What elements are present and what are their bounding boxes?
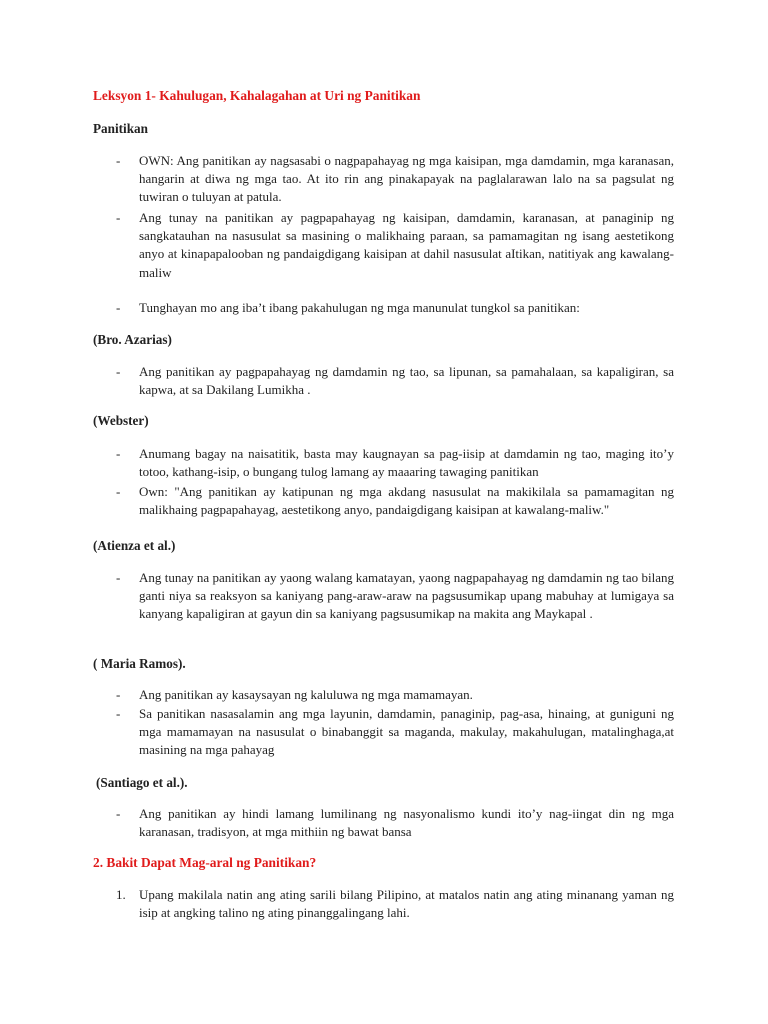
list-item — [116, 152, 674, 207]
list-item — [116, 363, 674, 399]
list-item-text: Own: "Ang panitikan ay katipunan ng mga akdang nasusulat na makikilala sa pamamagitan ng malikhaing pagpapahayag, aestetikong anyo, pandaigdigang kaisipan at kawalang-maliw." — [139, 484, 674, 518]
bullet-marker: - — [116, 806, 121, 821]
list-item — [116, 445, 674, 481]
list-item-text: Ang panitikan ay kasaysayan ng kaluluwa ng mga mamamayan. — [139, 687, 473, 702]
list-item-text: OWN: Ang panitikan ay nagsasabi o nagpapahayag ng mga kaisipan, mga damdamin, mga karanasan, hangarin at diwa ng mga tao. At ito rin ang pinakapayak na paglalarawan lalo na sa pagsulat ng tuwiran o tuluyan at patula. — [139, 153, 674, 205]
list-item — [116, 299, 674, 317]
list-item — [116, 483, 674, 519]
list-item — [116, 705, 674, 760]
section-heading-bakit: 2. Bakit Dapat Mag-aral ng Panitikan? — [93, 855, 317, 870]
list-item — [116, 569, 674, 624]
list-item-text: Sa panitikan nasasalamin ang mga layunin, damdamin, panaginip, pag-asa, hinaing, at guniguni ng mga mamamayan na nasusulat o binabanggit sa maganda, makulay, makahulugan, matalinghaga,at masining na mga pahayag — [139, 706, 674, 758]
source-heading-azarias: (Bro. Azarias) — [93, 332, 172, 347]
bullet-marker: - — [116, 687, 121, 702]
numbered-item — [116, 886, 674, 922]
list-item — [116, 209, 674, 282]
source-heading-ramos: ( Maria Ramos). — [93, 656, 186, 671]
list-item-text: Ang tunay na panitikan ay pagpapahayag ng kaisipan, damdamin, karanasan, at panaginip ng sangkatauhan na nasusulat sa masining o malikhaing paraan, sa pamamagitan ng isang aestetikong anyo at kinapapalooban ng pandaigdigang kaisipan at dahil nasusulat aItikan, natitiyak ang kawalang-maliw — [139, 210, 674, 280]
bullet-marker: - — [116, 153, 121, 168]
source-heading-santiago: (Santiago et al.). — [96, 775, 188, 790]
source-heading-webster: (Webster) — [93, 413, 149, 428]
list-item-text: Tunghayan mo ang iba’t ibang pakahulugan ng mga manunulat tungkol sa panitikan: — [139, 300, 580, 315]
bullet-marker: - — [116, 446, 121, 461]
bullet-marker: - — [116, 364, 121, 379]
lesson-title: Leksyon 1- Kahulugan, Kahalagahan at Uri ng Panitikan — [93, 88, 421, 103]
list-item-text: Ang tunay na panitikan ay yaong walang kamatayan, yaong nagpapahayag ng damdamin ng tao bilang ganti niya sa reaksyon sa kaniyang pang-araw-araw na pagsusumikap upang mabuhay at lumigaya sa kanyang kapaligiran at gayun din sa kaniyang pagsusumikap na makita ang Maykapal . — [139, 570, 674, 622]
list-item-text: Ang panitikan ay pagpapahayag ng damdamin ng tao, sa lipunan, sa pamahalaan, sa kapaligiran, sa kapwa, at sa Dakilang Lumikha . — [139, 364, 674, 398]
bullet-marker: - — [116, 300, 121, 315]
bullet-marker: - — [116, 706, 121, 721]
list-item-text: Ang panitikan ay hindi lamang lumilinang ng nasyonalismo kundi ito’y nag-iingat din ng mga karanasan, tradisyon, at mga mithiin ng bawat bansa — [139, 806, 674, 840]
list-item — [116, 805, 674, 841]
number-marker: 1. — [116, 887, 126, 902]
list-item — [116, 686, 674, 704]
bullet-marker: - — [116, 210, 121, 225]
bullet-marker: - — [116, 484, 121, 499]
section-heading-panitikan: Panitikan — [93, 121, 148, 136]
bullet-marker: - — [116, 570, 121, 585]
source-heading-atienza: (Atienza et al.) — [93, 538, 176, 553]
list-item-text: Anumang bagay na naisatitik, basta may kaugnayan sa pag-iisip at damdamin ng tao, maging ito’y totoo, kathang-isip, o bungang tulog lamang ay maaaring tawaging panitikan — [139, 446, 674, 480]
numbered-item-text: Upang makilala natin ang ating sarili bilang Pilipino, at matalos natin ang ating minanang yaman ng isip at angking talino ng ating pinanggalingang lahi. — [139, 887, 674, 921]
